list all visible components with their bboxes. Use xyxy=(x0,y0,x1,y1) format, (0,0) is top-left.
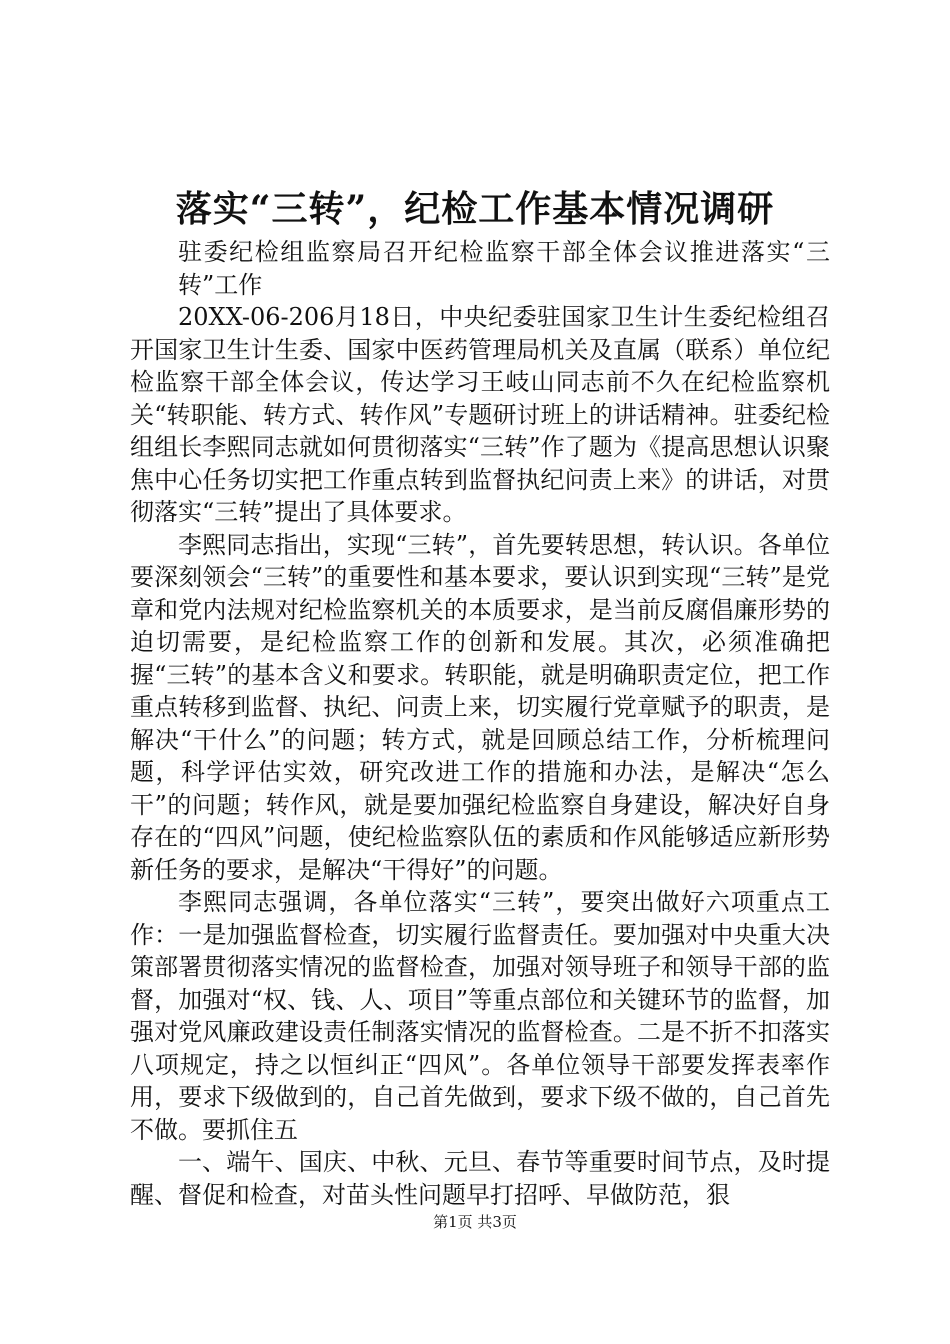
document-subtitle: 驻委纪检组监察局召开纪检监察干部全体会议推进落实“三转”工作 xyxy=(178,238,830,299)
paragraph: 李熙同志指出，实现“三转”，首先要转思想，转认识。各单位要深刻领会“三转”的重要性和基本要求，要认识到实现“三转”是党章和党内法规对纪检监察机关的本质要求，是当前反腐倡廉形势的迫切需要，是纪检监察工作的创新和发展。其次，必须准确把握“三转”的基本含义和要求。转职能，就是明确职责定位，把工作重点转移到监督、执纪、问责上来，切实履行党章赋予的职责，是解决“干什么”的问题；转方式，就是回顾总结工作，分析梳理问题，科学评估实效，研究改进工作的措施和办法，是解决“怎么干”的问题；转作风，就是要加强纪检监察自身建设，解决好自身存在的“四风”问题，使纪检监察队伍的素质和作风能够适应新形势新任务的要求，是解决“干得好”的问题。 xyxy=(130,530,830,884)
paragraph: 李熙同志强调，各单位落实“三转”，要突出做好六项重点工作：一是加强监督检查，切实履行监督责任。要加强对中央重大决策部署贯彻落实情况的监督检查，加强对领导班子和领导干部的监督，加强对“权、钱、人、项目”等重点部位和关键环节的监督，加强对党风廉政建设责任制落实情况的监督检查。二是不折不扣落实八项规定，持之以恒纠正“四风”。各单位领导干部要发挥表率作用，要求下级做到的，自己首先做到，要求下级不做的，自己首先不做。要抓住五 xyxy=(130,888,830,1144)
page-number-footer: 第1页 共3页 xyxy=(433,1213,517,1231)
paragraph: 20XX-06-206月18日，中央纪委驻国家卫生计生委纪检组召开国家卫生计生委、国家中医药管理局机关及直属（联系）单位纪检监察干部全体会议，传达学习王岐山同志前不久在纪检监察机关“转职能、转方式、转作风”专题研讨班上的讲话精神。驻委纪检组组长李熙同志就如何贯彻落实“三转”作了题为《提高思想认识聚焦中心任务切实把工作重点转到监督执纪问责上来》的讲话，对贯彻落实“三转”提出了具体要求。 xyxy=(130,303,830,526)
document-body xyxy=(130,236,830,1211)
paragraph: 一、端午、国庆、中秋、元旦、春节等重要时间节点，及时提醒、督促和检查，对苗头性问题早打招呼、早做防范，狠 xyxy=(130,1148,830,1209)
document-title: 落实“三转”，纪检工作基本情况调研 xyxy=(175,188,775,230)
